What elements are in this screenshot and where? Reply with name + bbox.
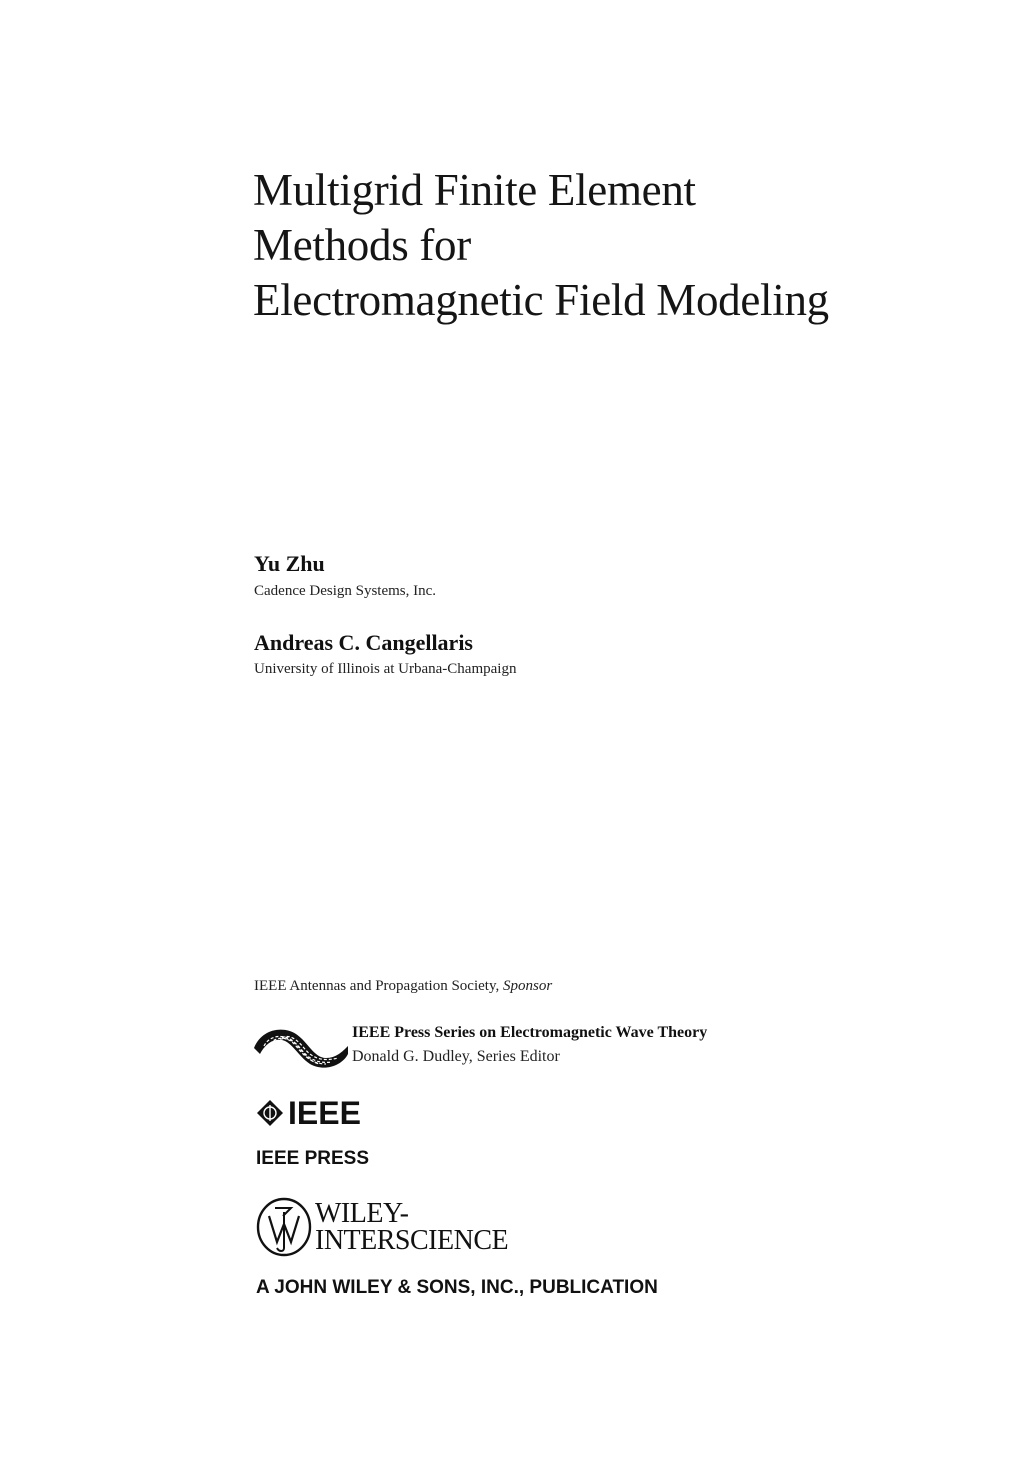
sponsor-line [254, 978, 552, 995]
ieee-press-label: IEEE PRESS [256, 1148, 369, 1169]
ieee-diamond-icon [256, 1099, 284, 1127]
wiley-logo-line-1: WILEY- [315, 1198, 409, 1229]
wave-logo-icon [252, 1024, 352, 1072]
book-title-line-1: Multigrid Finite Element [253, 165, 696, 215]
wiley-interscience-logo [255, 1196, 508, 1258]
author-1-affiliation: Cadence Design Systems, Inc. [254, 583, 437, 599]
series-title: IEEE Press Series on Electromagnetic Wave Theory [352, 1024, 708, 1041]
wiley-logo-line-2: INTERSCIENCE [315, 1225, 509, 1256]
series-editor: Donald G. Dudley, Series Editor [352, 1048, 560, 1065]
author-2-name: Andreas C. Cangellaris [254, 630, 473, 655]
author-1-name: Yu Zhu [254, 551, 325, 576]
wiley-circle-icon [255, 1196, 313, 1258]
book-title-line-2: Methods for [253, 220, 471, 270]
author-2-affiliation: University of Illinois at Urbana-Champaign [254, 661, 517, 677]
wiley-logo-words [315, 1200, 508, 1254]
ieee-logo-text: IEEE [288, 1095, 361, 1131]
sponsor-role: Sponsor [502, 978, 553, 994]
sponsor-text: IEEE Antennas and Propagation Society, [254, 978, 503, 994]
book-title-line-3: Electromagnetic Field Modeling [253, 275, 829, 325]
ieee-logo [256, 1096, 361, 1130]
publication-line: A JOHN WILEY & SONS, INC., PUBLICATION [256, 1277, 658, 1298]
